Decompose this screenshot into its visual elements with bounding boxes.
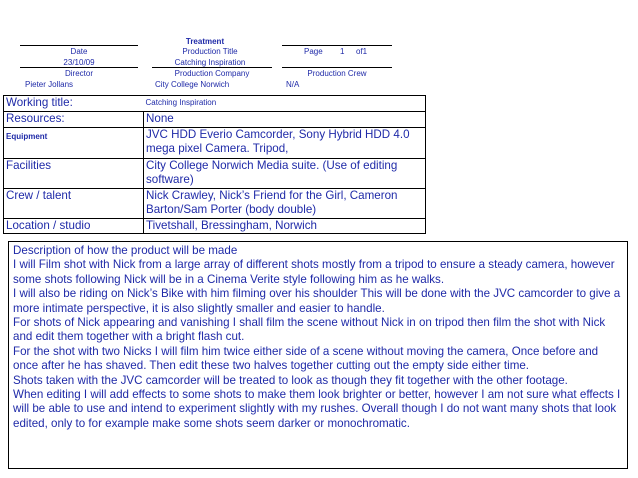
treatment-title: Treatment <box>185 37 225 46</box>
facilities-value: City College Norwich Media suite. (Use of editing software) <box>144 158 426 188</box>
page-of: of1 <box>356 47 368 56</box>
location-studio-value: Tivetshall, Bressingham, Norwich <box>144 218 426 234</box>
table-row <box>4 96 426 112</box>
resources-label: Resources: <box>4 111 144 127</box>
equipment-value: JVC HDD Everio Camcorder, Sony Hybrid HDD 4.0 mega pixel Camera. Tripod, <box>144 127 426 158</box>
description-paragraph: For shots of Nick appearing and vanishing I shall film the scene without Nick in on tripod then film the shot with Nick and edit them together with a bright flash cut. <box>13 316 606 344</box>
table-row <box>4 127 426 158</box>
table-row <box>4 111 426 127</box>
crew-talent-label: Crew / talent <box>4 188 144 218</box>
date-label: Date <box>70 47 88 56</box>
crew-talent-value: Nick Crawley, Nick’s Friend for the Girl, Cameron Barton/Sam Porter (body double) <box>144 188 426 218</box>
table-row <box>4 188 426 218</box>
production-crew-label: Production Crew <box>307 69 367 78</box>
production-crew-value: N/A <box>286 80 300 89</box>
director-value: Pieter Jollans <box>25 80 74 89</box>
header-rule <box>20 67 138 68</box>
page-label: Page <box>304 47 323 56</box>
date-value: 23/10/09 <box>63 58 95 67</box>
description-heading: Description of how the product will be made <box>13 244 238 257</box>
working-title-label: Working title: <box>4 96 144 112</box>
location-studio-label: Location / studio <box>4 218 144 234</box>
treatment-info-table <box>3 95 426 234</box>
header-rule <box>20 45 138 46</box>
description-paragraph: For the shot with two Nicks I will film him twice either side of a scene without moving the camera, Once before and once after he has shaved. Then edit these two halves together cutting out the empty side either time. <box>13 344 599 373</box>
description-paragraph: When editing I will add effects to some shots to make them look brighter or better, however I am not sure what effects I will be able to use and intend to experiment slightly with my rushes. Overall though I do not want many shots that look edited, only to for example make some shots seem darker or monochromatic. <box>13 388 621 430</box>
facilities-label: Facilities <box>4 158 144 188</box>
production-title-label: Production Title <box>182 47 238 56</box>
director-label: Director <box>64 69 93 78</box>
description-box <box>8 241 628 469</box>
header-rule <box>282 45 392 46</box>
working-title-value: Catching Inspiration <box>144 96 426 112</box>
equipment-label: Equipment <box>4 127 144 158</box>
table-row <box>4 218 426 234</box>
resources-value: None <box>144 111 426 127</box>
page-number: 1 <box>340 47 345 56</box>
production-company-label: Production Company <box>174 69 250 78</box>
header-rule <box>282 67 392 68</box>
production-title-value: Catching Inspiration <box>174 58 246 67</box>
description-paragraph: I will Film shot with Nick from a large array of different shots mostly from a tripod to ensure a steady camera, however some shots following Nick will be in a Cinema Verite style following him as he walks. <box>13 258 615 286</box>
description-paragraph: I will also be riding on Nick’s Bike with him filming over his shoulder This will be done with the JVC camcorder to give a more intimate perspective, it is also slightly smaller and easier to handle. <box>13 287 621 315</box>
description-paragraph: Shots taken with the JVC camcorder will be treated to look as though they fit together with the other footage. <box>13 373 568 387</box>
table-row <box>4 158 426 188</box>
header-rule <box>152 67 272 68</box>
production-company-value: City College Norwich <box>155 80 230 89</box>
